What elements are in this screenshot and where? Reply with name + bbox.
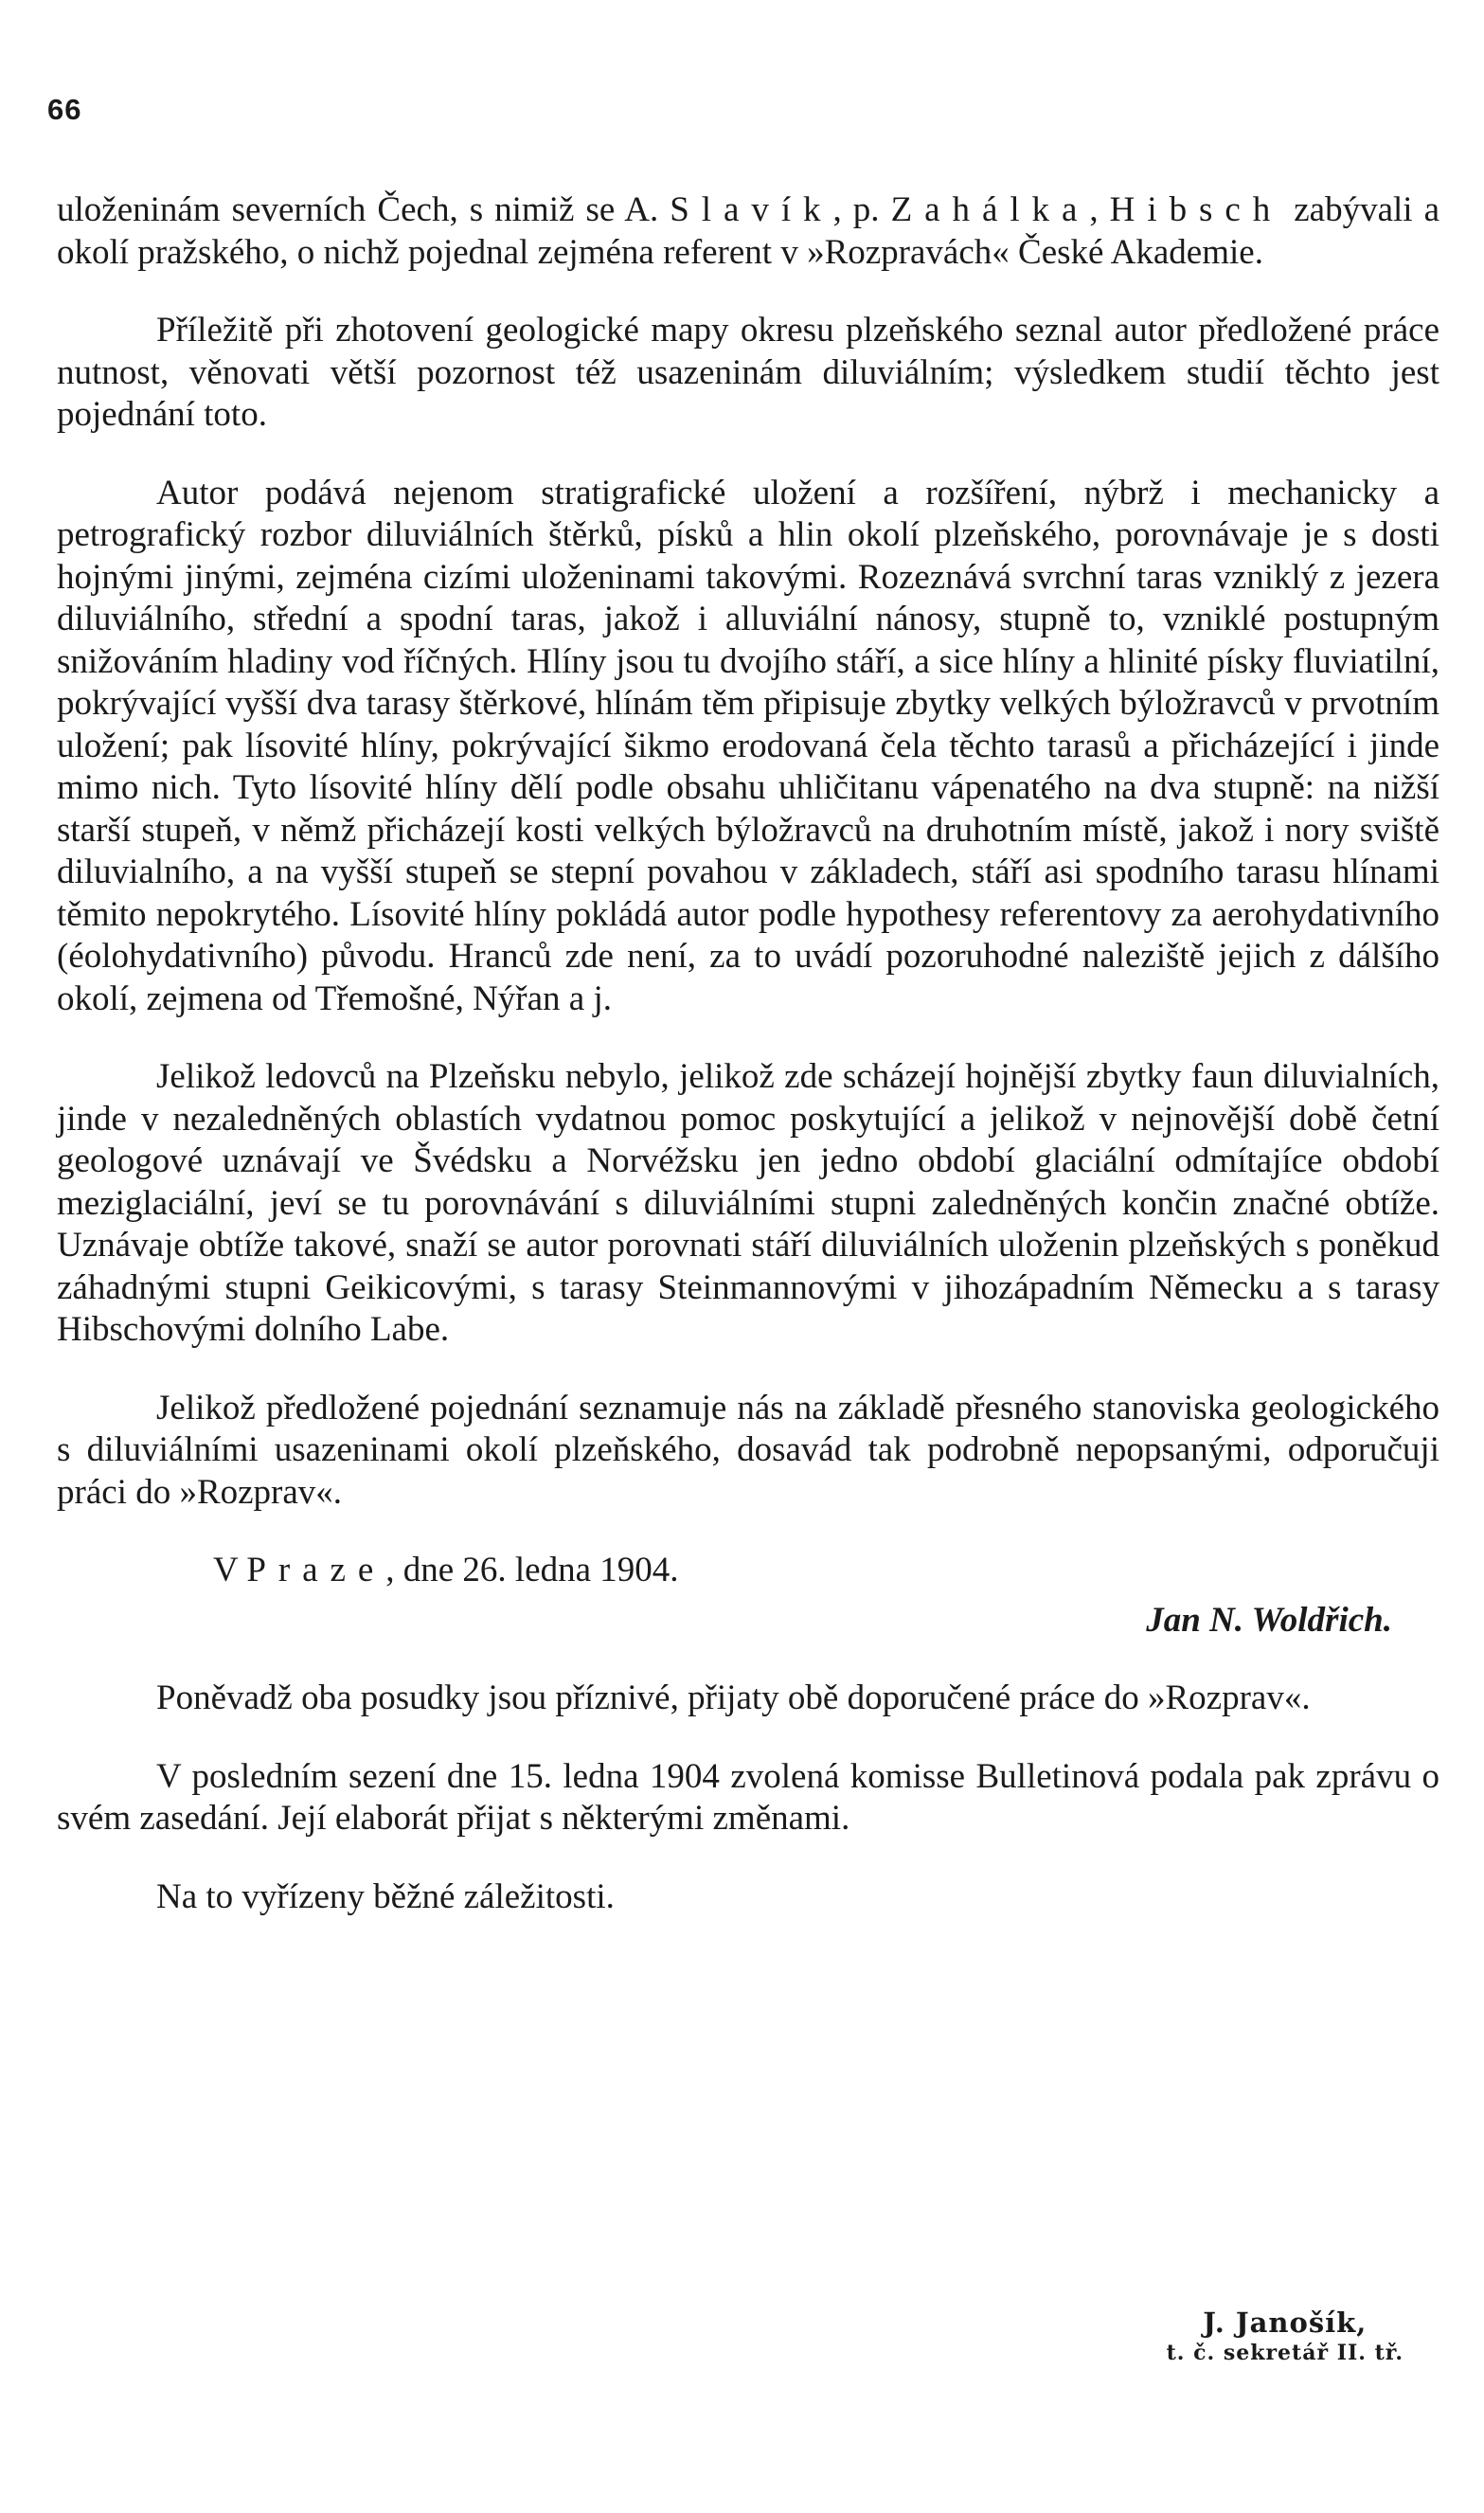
place-city: Praze [246, 1551, 386, 1589]
paragraph-7: V posledním sezení dne 15. ledna 1904 zvolená komisse Bulletinová podala pak zprávu o svém zasedání. Její elaborát přijat s některými změnami. [57, 1756, 1439, 1838]
paragraph-2: Příležitě při zhotovení geologické mapy okresu plzeňského seznal autor předložené práce nutnost, věnovati větší pozornost též usazeninám diluviálním; výsledkem studií těchto jest pojednání toto. [57, 311, 1439, 434]
author-name-slavik: Slavík [670, 190, 833, 229]
paragraph-4: Jelikož ledovců na Plzeňsku nebylo, jelikož zde scházejí hojnější zbytky faun diluvialních, jinde v nezaledněných oblastích vydatnou pomoc poskytující a jelikož v nejnovější době četní geologové uznávají ve Švédsku a Norvéžsku jen jedno období glaciální odmítajíce období meziglaciální, jeví se tu porovnávání s diluviálními stupni zaledněných končin značné obtíže. Uznávaje obtíže takové, snaží se autor porovnati stáří diluviálních uloženin plzeňských s poněkud záhadnými stupni Geikicovými, s tarasy Steinmannovými v jihozápadním Německu a s tarasy Hibschovými dolního Labe. [57, 1057, 1439, 1349]
paragraph-1-text-a: uloženinám severních Čech, s nimiž se A. [57, 190, 670, 229]
body-text [57, 189, 1439, 1954]
paragraph-1-text-c: , [1089, 190, 1110, 229]
place-prefix: V [213, 1551, 239, 1589]
paragraph-8: Na to vyřízeny běžné záležitosti. [156, 1876, 615, 1916]
signature-woldrich: Jan N. Woldřich. [1146, 1600, 1392, 1640]
place-date-line [57, 1550, 1439, 1592]
paragraph-3: Autor podává nejenom stratigrafické uložení a rozšíření, nýbrž i mechanicky a petrografický rozbor diluviálních štěrků, písků a hlin okolí plzeňského, porovnávaje je s dosti hojnými jinými, zejména cizími uloženinami takovými. Rozeznává svrchní taras vzniklý z jezera diluviálního, střední a spodní taras, jakož i alluviální nánosy, stupně to, vzniklé postupným snižováním hladiny vod říčných. Hlíny jsou tu dvojího stáří, a sice hlíny a hlinité písky fluviatilní, pokrývající vyšší dva tarasy štěrkové, hlínám těm připisuje zbytky velkých býložravců v prvotním uložení; pak lísovité hlíny, pokrývající šikmo erodovaná čela těchto tarasů a přicházející i jinde mimo nich. Tyto lísovité hlíny dělí podle obsahu uhličitanu vápenatého na dva stupně: na nižší starší stupeň, v němž přicházejí kosti velkých býložravců na druhotním místě, jakož i nory sviště diluvialního, a na vyšší stupeň se stepní povahou v základech, stáří asi spodního tarasu hlínami těmito nepokrytého. Lísovité hlíny pokládá autor podle hypothesy referentovy za aerohydativního (éolohydativního) původu. Hranců zde není, za to uvádí pozoruhodné naleziště jejich z dálšího okolí, zejmena od Třemošné, Nýřan a j. [57, 473, 1439, 1018]
paragraph-1-text-b: , p. [832, 190, 891, 229]
paragraph-5: Jelikož předložené pojednání seznamuje nás na základě přesného stanoviska geologického s diluviálními usazeninami okolí plzeňského, dosavád tak podrobně nepopsanými, odporučuji práci do »Rozprav«. [57, 1388, 1439, 1512]
paragraph-1 [57, 189, 1439, 274]
author-name-hibsch: Hibsch [1109, 190, 1283, 229]
page-number: 66 [47, 93, 82, 126]
signature-janosik-title: t. č. sekretář II. tř. [1166, 2341, 1404, 2365]
place-date: , dne 26. ledna 1904. [385, 1551, 679, 1589]
author-name-zahalka: Zahálka [890, 190, 1090, 229]
signature-janosik [1167, 2307, 1404, 2365]
paragraph-6: Poněvadž oba posudky jsou příznivé, přijaty obě doporučené práce do »Rozprav«. [156, 1678, 1311, 1717]
paragraph-1-text-d: zabývali a okolí pražského, o nichž pojednal zejména referent v »Rozpravách« České Akademie. [57, 190, 1440, 272]
signature-janosik-name: J. Janošík, [1203, 2307, 1368, 2339]
